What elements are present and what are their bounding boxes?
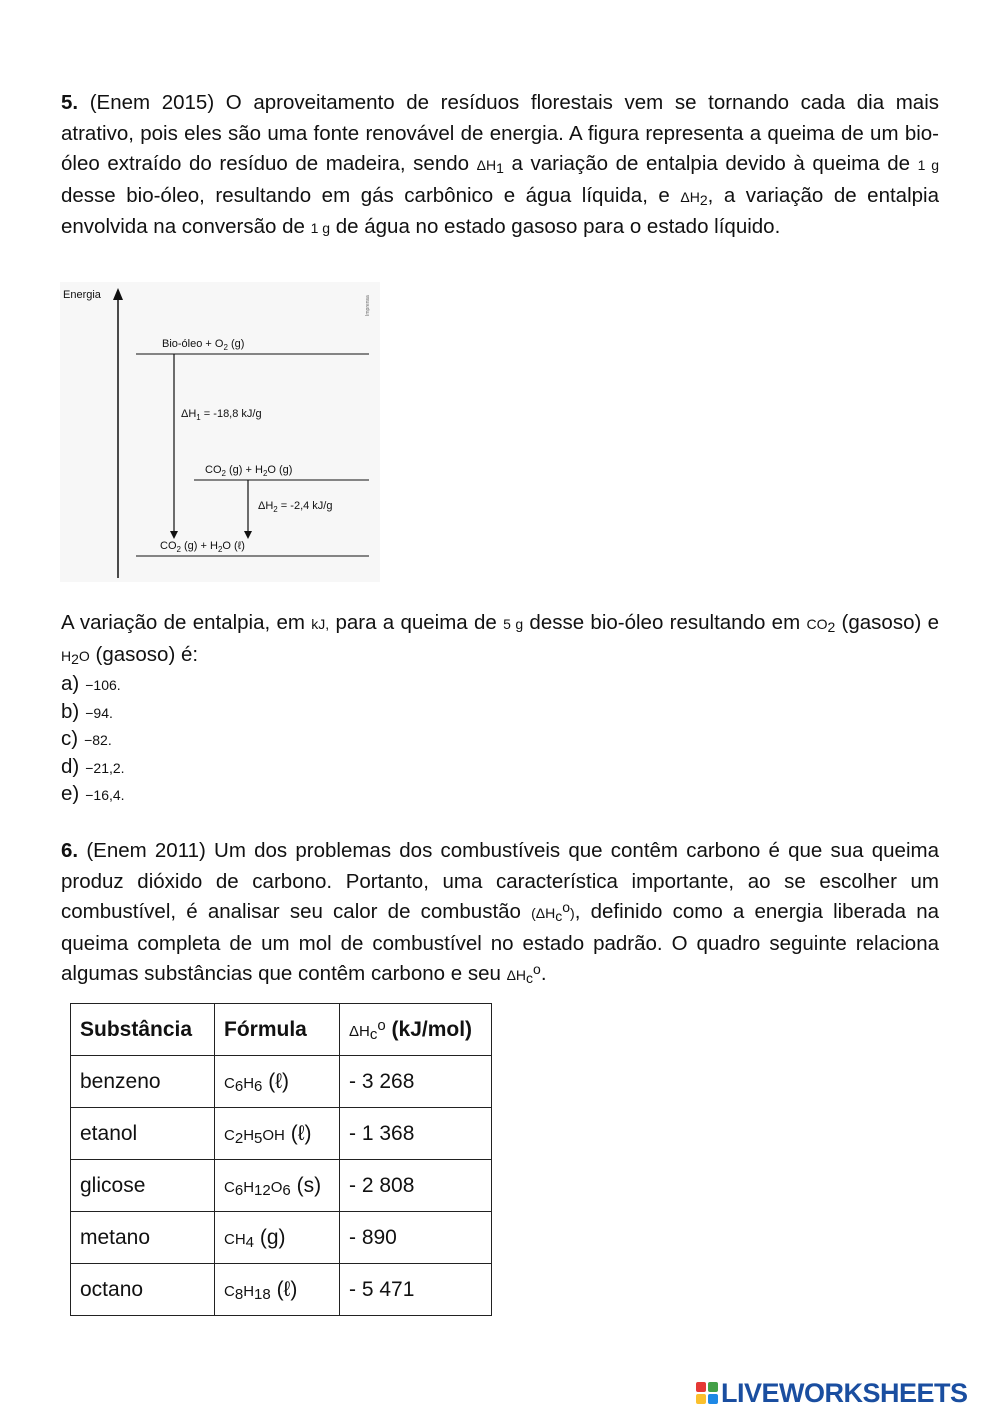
answer-options <box>61 670 125 808</box>
dh2-label: $\Delta H_2 = -2,4$ kJ/g <box>258 500 333 514</box>
dh1-label: $\Delta H_1 = -18,8$ kJ/g <box>181 408 262 422</box>
substance-name: benzeno <box>71 1056 215 1108</box>
substance-name: octano <box>71 1264 215 1316</box>
table-row <box>71 1212 492 1264</box>
substance-name: glicose <box>71 1160 215 1212</box>
table-row <box>71 1160 492 1212</box>
enthalpy-value: - 2 808 <box>340 1160 492 1212</box>
substance-name: etanol <box>71 1108 215 1160</box>
substance-name: metano <box>71 1212 215 1264</box>
energy-axis-arrow-icon <box>113 288 123 300</box>
question-number: 5. <box>61 91 79 114</box>
question-5-text: 5. (Enem 2015) O aproveitamento de resíduos florestais vem se tornando cada dia mais atrativo, pois eles são uma fonte renovável de energia. A figura representa a queima de um bio-óleo extraído do resíduo de madeira, sendo $\Delta H_1$ a variação de entalpia devido à queima de 1 g desse bio-óleo, resultando em gás carbônico e água líquida, e $\Delta H_2$, a variação de entalpia envolvida na conversão de 1 g de água no estado gasoso para o estado líquido. <box>61 91 940 238</box>
table-row <box>71 1264 492 1316</box>
combustion-table <box>70 1003 492 1316</box>
option-a[interactable]: a) −106. <box>61 672 121 695</box>
header-formula: Fórmula <box>215 1004 340 1056</box>
enthalpy-value: - 1 368 <box>340 1108 492 1160</box>
header-substance: Substância <box>71 1004 215 1056</box>
header-enthalpy: $\Delta H_c^o$ (kJ/mol) <box>340 1004 492 1056</box>
question-6-text: 6. (Enem 2011) Um dos problemas dos combustíveis que contêm carbono é que sua queima produz dióxido de carbono. Portanto, uma característica importante, ao se escolher um combustível, é analisar seu calor de combustão $(\Delta H_c^o)$, definido como a energia liberada na queima completa de um mol de combustível no estado padrão. O quadro seguinte relaciona algumas substâncias que contêm carbono e seu $\Delta H_c^o$. <box>61 839 939 986</box>
question-number: 6. <box>61 839 79 862</box>
formula: $C_6H_{12}O_6$ (s) <box>215 1160 340 1212</box>
brand-name: LIVEWORKSHEETS <box>721 1377 968 1408</box>
option-d[interactable]: d) −21,2. <box>61 754 125 778</box>
formula: $CH_4$ (g) <box>215 1212 340 1264</box>
figure-credit: Imprensa <box>365 295 371 316</box>
energy-diagram <box>60 282 380 582</box>
formula: $C_6H_6$ (ℓ) <box>215 1056 340 1108</box>
energy-axis-label: Energia <box>63 289 101 301</box>
formula: $C_2H_5OH$ (ℓ) <box>215 1108 340 1160</box>
table-header-row <box>71 1004 492 1056</box>
table-row <box>71 1108 492 1160</box>
enthalpy-value: - 3 268 <box>340 1056 492 1108</box>
logo-mark-icon <box>696 1382 718 1404</box>
level-reactants-label: Bio-óleo + $O_2$ (g) <box>162 338 245 352</box>
enthalpy-value: - 5 471 <box>340 1264 492 1316</box>
table-row <box>71 1056 492 1108</box>
question-5-prompt: A variação de entalpia, em kJ, para a queima de 5 g desse bio-óleo resultando em $CO_2$ (gasoso) e $H_2O$ (gasoso) é: <box>61 611 939 667</box>
formula: $C_8H_{18}$ (ℓ) <box>215 1264 340 1316</box>
enthalpy-value: - 890 <box>340 1212 492 1264</box>
option-c[interactable]: c) −82. <box>61 727 112 750</box>
level-liquid-products-label: $CO_2$ $(g) + H_2O$ (ℓ) <box>160 540 245 554</box>
option-e[interactable]: e) −16,4. <box>61 782 125 805</box>
liveworksheets-logo[interactable] <box>696 1378 968 1408</box>
option-b[interactable]: b) −94. <box>61 699 113 723</box>
level-gas-products-label: $CO_2$ $(g) + H_2O$ (g) <box>205 464 293 478</box>
